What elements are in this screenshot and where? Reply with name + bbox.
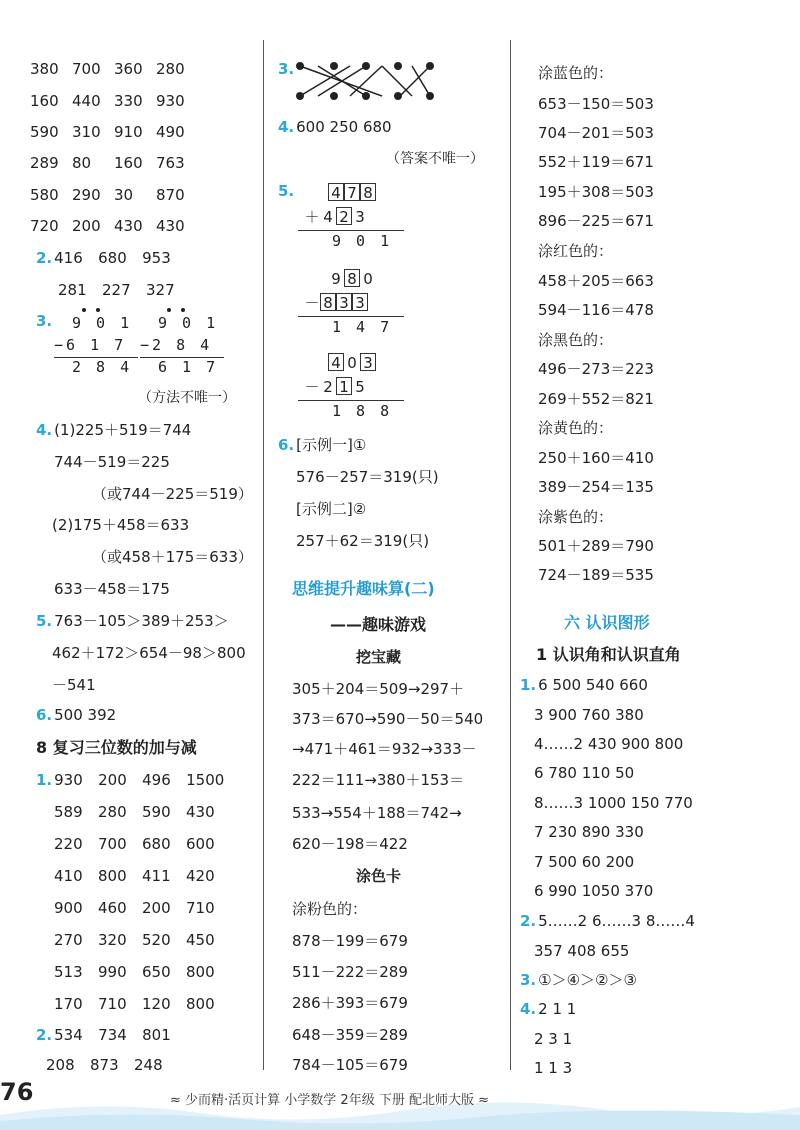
equation: 576－257＝319(只) — [296, 468, 439, 486]
matching-lines-diagram — [296, 58, 446, 102]
question-6: 6. 500 392 — [36, 706, 117, 724]
question-3 — [278, 58, 296, 80]
note: （方法不唯一） — [138, 390, 236, 406]
equation: 724－189＝535 — [538, 566, 654, 584]
equation: 257＋62＝319(只) — [296, 532, 430, 550]
question-1: 1. 6 500 540 660 — [520, 676, 648, 694]
question-1: 1. 930 200 496 1500 — [36, 771, 225, 789]
number-row: 410 800 411 420 — [54, 867, 215, 885]
number-row: 2 3 1 — [534, 1030, 573, 1048]
color-label: 涂黄色的： — [538, 419, 614, 437]
puzzle-top-row: 9 8 0 — [331, 270, 373, 288]
equation: [示例二]② — [296, 500, 367, 518]
puzzle-mid-row: ＋ 4 2 3 — [304, 208, 365, 226]
number-row: 6 990 1050 370 — [534, 882, 654, 900]
equation: (2)175＋458＝633 — [52, 516, 190, 534]
vertical-top: 9 0 1 — [72, 314, 133, 332]
vertical-result: 6 1 7 — [158, 358, 219, 376]
subsection-title: 挖宝藏 — [356, 648, 402, 666]
equation: 511－222＝289 — [292, 963, 408, 981]
question-number: 3. — [278, 60, 295, 78]
question-2: 2. 416 680 953 — [36, 249, 171, 267]
question-5: 5. 763－105＞389＋253＞ — [36, 612, 229, 630]
equation: 878－199＝679 — [292, 932, 408, 950]
question-number: 3. — [36, 312, 53, 330]
column-divider-2 — [510, 40, 511, 1070]
subsection-title: 涂色卡 — [356, 867, 402, 885]
number-row: 270 320 520 450 — [54, 931, 215, 949]
number-row: 1 1 3 — [534, 1059, 573, 1077]
question-3 — [36, 310, 54, 332]
equation: 222＝111→380＋153＝ — [292, 771, 465, 789]
color-label: 涂粉色的： — [292, 900, 368, 918]
question-number: 2. — [36, 249, 53, 267]
question-3: 3. ①＞④＞②＞③ — [520, 971, 637, 989]
section-heading: 8 复习三位数的加与减 — [36, 738, 197, 757]
equation: 462＋172＞654－98＞800 — [52, 644, 246, 662]
number-row: 589 280 590 430 — [54, 803, 215, 821]
equation: 195＋308＝503 — [538, 183, 654, 201]
lesson-heading: 1 认识角和认识直角 — [536, 645, 681, 664]
equation: 250＋160＝410 — [538, 449, 654, 467]
puzzle-result: 1 4 7 — [332, 318, 393, 336]
page-footer — [0, 1085, 800, 1130]
question-number: 4. — [36, 421, 53, 439]
number-row: 281 227 327 — [58, 281, 175, 299]
puzzle-top-row: 4 0 3 — [328, 352, 376, 374]
vertical-top: 9 0 1 — [158, 314, 219, 332]
puzzle-result: 9 0 1 — [332, 232, 393, 250]
section-heading: 思维提升趣味算(二) — [292, 579, 435, 598]
question-4: 4. 2 1 1 — [520, 1000, 577, 1018]
equation: 784－105＝679 — [292, 1056, 408, 1074]
equation: 501＋289＝790 — [538, 537, 654, 555]
question-number: 3. — [520, 971, 537, 989]
number-row: 380 700 360 280 — [30, 60, 185, 78]
number-row: 160 440 330 930 — [30, 92, 185, 110]
vertical-result: 2 8 4 — [72, 358, 133, 376]
number-row: 590 310 910 490 — [30, 123, 185, 141]
equation: 496－273＝223 — [538, 360, 654, 378]
puzzle-top-row: 4 7 8 — [328, 182, 376, 204]
number-row: 8……3 1000 150 770 — [534, 794, 693, 812]
question-number: 1. — [520, 676, 537, 694]
equation: 896－225＝671 — [538, 212, 654, 230]
number-row: 220 700 680 600 — [54, 835, 215, 853]
number-row: 7 500 60 200 — [534, 853, 635, 871]
number-row: 3 900 760 380 — [534, 706, 644, 724]
note: （答案不唯一） — [386, 151, 484, 167]
question-number: 4. — [278, 118, 295, 136]
equation: 552＋119＝671 — [538, 153, 654, 171]
equation: （或744－225＝519） — [92, 485, 253, 503]
number-row: 357 408 655 — [534, 942, 630, 960]
equation: 648－359＝289 — [292, 1026, 408, 1044]
puzzle-result: 1 8 8 — [332, 402, 393, 420]
color-label: 涂黑色的： — [538, 331, 614, 349]
question-number: 1. — [36, 771, 53, 789]
question-6: 6. [示例一]① — [278, 436, 367, 454]
equation: →471＋461＝932→333－ — [292, 740, 477, 758]
puzzle-mid-row: － 2 1 5 — [304, 378, 365, 396]
equation: 373＝670→590－50＝540 — [292, 710, 484, 728]
number-row: 6 780 110 50 — [534, 764, 635, 782]
vertical-subtrahend: −2 8 4 — [140, 336, 213, 354]
question-number: 5. — [36, 612, 53, 630]
number-row: 208 873 248 — [46, 1056, 163, 1074]
section-subtitle: ——趣味游戏 — [330, 615, 427, 634]
number-row: 720 200 430 430 — [30, 217, 185, 235]
number-row: 900 460 200 710 — [54, 899, 215, 917]
equation: 653－150＝503 — [538, 95, 654, 113]
question-5 — [278, 180, 296, 202]
equation: 286＋393＝679 — [292, 994, 408, 1012]
equation: （或458＋175＝633） — [92, 548, 253, 566]
question-4: 4. (1)225＋519＝744 — [36, 421, 192, 439]
question-number: 6. — [36, 706, 53, 724]
equation: 620－198＝422 — [292, 835, 408, 853]
footer-text: ≈ 少而精·活页计算 小学数学 2年级 下册 配北师大版 ≈ — [170, 1093, 489, 1108]
question-number: 6. — [278, 436, 295, 454]
equation: 389－254＝135 — [538, 478, 654, 496]
equation: 633－458＝175 — [54, 580, 170, 598]
unit-heading: 六 认识图形 — [564, 613, 650, 632]
number-row: 513 990 650 800 — [54, 963, 215, 981]
question-2: 2. 5……2 6……3 8……4 — [520, 912, 695, 930]
question-number: 4. — [520, 1000, 537, 1018]
question-number: 2. — [520, 912, 537, 930]
puzzle-mid-row: － 8 3 3 — [304, 292, 368, 314]
question-number: 2. — [36, 1026, 53, 1044]
column-divider-1 — [263, 40, 264, 1070]
page-number: 76 — [0, 1078, 34, 1106]
color-label: 涂紫色的： — [538, 508, 614, 526]
equation: 269＋552＝821 — [538, 390, 654, 408]
color-label: 涂蓝色的： — [538, 64, 614, 82]
number-row: 4……2 430 900 800 — [534, 735, 684, 753]
equation: 704－201＝503 — [538, 124, 654, 142]
question-4: 4. 600 250 680 — [278, 118, 392, 136]
equation: 594－116＝478 — [538, 301, 654, 319]
question-number: 5. — [278, 182, 295, 200]
equation: －541 — [52, 676, 96, 694]
number-row: 7 230 890 330 — [534, 823, 644, 841]
number-row: 170 710 120 800 — [54, 995, 215, 1013]
question-2: 2. 534 734 801 — [36, 1026, 171, 1044]
equation: 744－519＝225 — [54, 453, 170, 471]
number-row: 289 80 160 763 — [30, 154, 185, 172]
equation: 305＋204＝509→297＋ — [292, 680, 465, 698]
equation: 533→554＋188＝742→ — [292, 804, 462, 822]
equation: 458＋205＝663 — [538, 272, 654, 290]
color-label: 涂红色的： — [538, 242, 614, 260]
vertical-subtrahend: −6 1 7 — [54, 336, 127, 354]
number-row: 580 290 30 870 — [30, 186, 185, 204]
